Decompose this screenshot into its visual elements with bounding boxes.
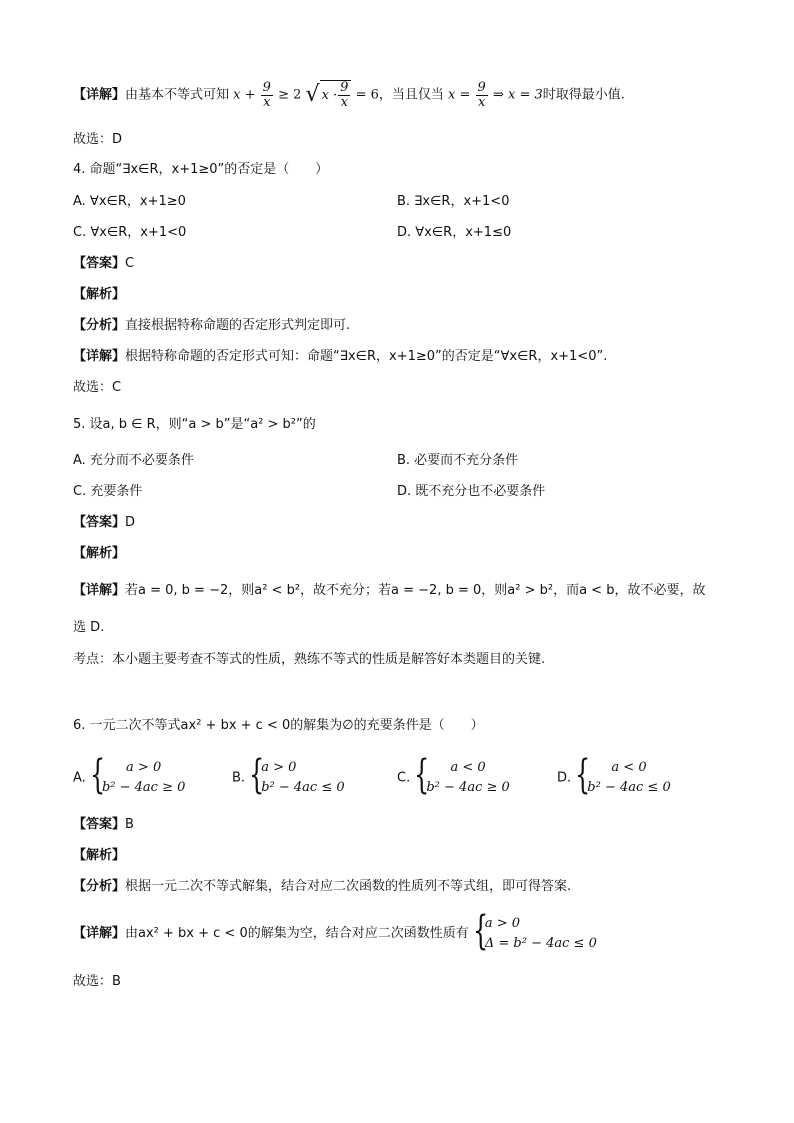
q6-option-c-label: C.: [397, 770, 411, 786]
q6-analysis-label: 【解析】: [73, 848, 126, 863]
q3-frac-1-num: 9: [262, 79, 271, 95]
q6-answer-line: [73, 815, 134, 835]
q6-option-b-row1: a > 0: [261, 760, 297, 775]
q6-detail-line: [73, 908, 597, 954]
q4-option-c[interactable]: C. ∀x∈R，x+1<0: [73, 225, 187, 240]
q3-frac-3-den: x: [478, 94, 486, 110]
method-label: 【分析】: [73, 318, 126, 333]
q3-frac-1: [261, 81, 273, 110]
q3-math-a: x +: [233, 87, 256, 103]
q6-option-b[interactable]: [232, 752, 345, 798]
q3-math-d: x =: [448, 87, 471, 103]
q6-answer: B: [125, 817, 134, 832]
q6-detail-system: { a > 0 Δ = b² − 4ac ≤ 0: [472, 908, 597, 954]
method-label: 【分析】: [73, 879, 126, 894]
q6-detail-text: 由ax² + bx + c < 0的解集为空，结合对应二次函数性质有: [125, 926, 469, 941]
q4-detail-line: [73, 347, 607, 367]
q5-analysis-label: 【解析】: [73, 546, 126, 561]
q6-option-d[interactable]: [557, 752, 671, 798]
q3-detail-text-b: ，当且仅当: [378, 87, 444, 103]
answer-label: 【答案】: [73, 515, 126, 530]
q6-detail-row1: a > 0: [484, 916, 521, 931]
q6-option-c-system: { a < 0 b² − 4ac ≥ 0: [414, 752, 510, 798]
detail-label: 【详解】: [73, 87, 126, 103]
q5-answer-line: [73, 513, 135, 533]
q3-frac-2-num: 9: [340, 80, 349, 95]
q6-option-a-label: A.: [73, 770, 86, 786]
q6-detail-row2: Δ = b² − 4ac ≤ 0: [484, 936, 597, 951]
q5-option-a[interactable]: A. 充分而不必要条件: [73, 453, 194, 468]
q6-option-a-row2: b² − 4ac ≥ 0: [101, 780, 186, 795]
answer-label: 【答案】: [73, 256, 126, 271]
detail-label: 【详解】: [73, 926, 126, 941]
q5-stem: 5. 设a, b ∈ R，则“a > b”是“a² > b²”的: [73, 417, 316, 432]
q3-choice: 故选：D: [73, 132, 123, 147]
q6-option-d-system: { a < 0 b² − 4ac ≤ 0: [575, 752, 671, 798]
q6-choice: 故选：B: [73, 974, 121, 989]
detail-label: 【详解】: [73, 349, 126, 364]
q4-method-line: [73, 316, 350, 336]
q3-frac-1-den: x: [263, 94, 271, 110]
q3-math-e: ⇒ x = 3: [492, 87, 543, 103]
q3-math-b: ≥ 2: [278, 87, 302, 103]
q6-option-b-label: B.: [232, 770, 246, 786]
q3-sqrt-a: x ·: [321, 88, 338, 103]
q3-detail-text-c: 时取得最小值.: [542, 87, 625, 103]
q3-frac-2: [338, 81, 350, 110]
q6-option-a[interactable]: [73, 752, 186, 798]
q6-option-b-system: { a > 0 b² − 4ac ≤ 0: [249, 752, 345, 798]
q4-answer: C: [125, 256, 135, 271]
q4-option-d[interactable]: D. ∀x∈R，x+1≤0: [397, 225, 512, 240]
q6-stem: 6. 一元二次不等式ax² + bx + c < 0的解集为∅的充要条件是（ ）: [73, 718, 484, 733]
q6-option-d-label: D.: [557, 770, 572, 786]
q4-stem: 4. 命题“∃x∈R，x+1≥0”的否定是（ ）: [73, 162, 329, 177]
q5-note: 考点：本小题主要考查不等式的性质，熟练不等式的性质是解答好本类题目的关键.: [73, 652, 546, 667]
q6-method-line: [73, 877, 571, 897]
q4-choice: 故选：C: [73, 380, 122, 395]
q3-math-c: = 6: [355, 87, 379, 103]
q5-detail: 若a = 0, b = −2，则a² < b²，故不充分；若a = −2, b = 0，则a² > b²，而a < b，故不必要，故: [125, 583, 706, 598]
q4-detail: 根据特称命题的否定形式可知：命题“∃x∈R，x+1≥0”的否定是“∀x∈R，x+1<0”.: [125, 349, 608, 364]
q6-option-d-row1: a < 0: [611, 760, 647, 775]
q3-sqrt: √ x · $\frac{9}{x}$: [306, 80, 352, 110]
q6-option-d-row2: b² − 4ac ≤ 0: [587, 780, 671, 795]
q4-option-a[interactable]: A. ∀x∈R，x+1≥0: [73, 194, 186, 209]
q5-option-b[interactable]: B. 必要而不充分条件: [397, 453, 519, 468]
q4-answer-line: [73, 254, 134, 274]
q5-option-d[interactable]: D. 既不充分也不必要条件: [397, 484, 546, 499]
q6-option-c[interactable]: [397, 752, 510, 798]
q6-option-a-row1: a > 0: [126, 760, 162, 775]
answer-label: 【答案】: [73, 817, 126, 832]
detail-label: 【详解】: [73, 583, 126, 598]
q6-option-b-row2: b² − 4ac ≤ 0: [261, 780, 345, 795]
q3-detail-text-a: 由基本不等式可知: [125, 87, 230, 103]
q5-detail-line: [73, 581, 705, 601]
q4-analysis-label: 【解析】: [73, 287, 126, 302]
q3-frac-3-num: 9: [477, 79, 486, 95]
q3-frac-2-den: x: [340, 95, 348, 110]
q5-answer: D: [125, 515, 136, 530]
q4-method: 直接根据特称命题的否定形式判定即可.: [125, 318, 351, 333]
q6-method: 根据一元二次不等式解集，结合对应二次函数的性质列不等式组，即可得答案.: [125, 879, 572, 894]
q5-detail-cont: 选 D.: [73, 620, 105, 635]
q6-option-c-row1: a < 0: [450, 760, 486, 775]
q6-option-c-row2: b² − 4ac ≥ 0: [426, 780, 510, 795]
q6-option-a-system: { a > 0 b² − 4ac ≥ 0: [89, 752, 186, 798]
q3-detail-line: [73, 80, 625, 110]
q4-option-b[interactable]: B. ∃x∈R，x+1<0: [397, 194, 510, 209]
q5-option-c[interactable]: C. 充要条件: [73, 484, 143, 499]
q3-frac-3: [476, 81, 488, 110]
